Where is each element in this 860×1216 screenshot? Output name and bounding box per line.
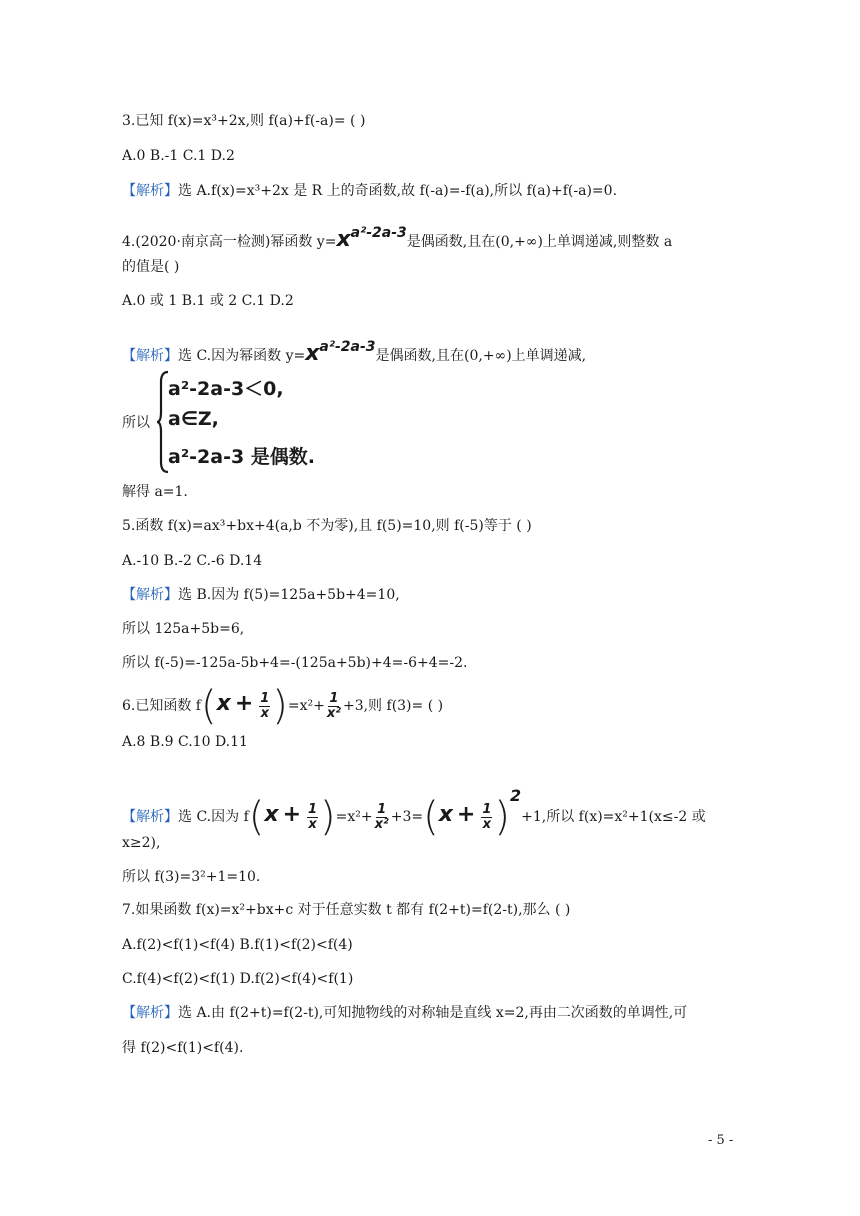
analysis-tag: 【解析】 — [122, 1005, 178, 1021]
fraction-1-over-x2 — [375, 803, 389, 832]
math-plus: + — [282, 802, 301, 827]
q5-options: A.-10 B.-2 C.-6 D.14 — [122, 553, 263, 569]
left-paren-icon: ( — [423, 794, 439, 840]
q5-stem: 5.函数 f(x)=ax³+bx+4(a,b 不为零),且 f(5)=10,则 f(-5)等于 ( ) — [122, 518, 532, 534]
square-exponent: 2 — [510, 786, 522, 805]
numerator: 1 — [308, 801, 318, 817]
left-paren-icon: ( — [201, 683, 217, 729]
q7-answer — [122, 1003, 687, 1023]
denominator: x² — [374, 816, 389, 832]
stem-text: 4.(2020·南京高一检测)幂函数 y= — [122, 234, 337, 250]
q6-answer-cont: x≥2), — [122, 835, 161, 851]
math-x: x — [264, 802, 279, 827]
q7-answer-cont: 得 f(2)<f(1)<f(4). — [122, 1040, 244, 1056]
numerator: 1 — [329, 690, 339, 706]
left-paren-icon: ( — [248, 794, 265, 840]
analysis-tag: 【解析】 — [122, 183, 178, 199]
analysis-tag: 【解析】 — [122, 809, 178, 825]
answer-text: +1,所以 f(x)=x²+1(x≤-2 或 — [521, 809, 706, 825]
q4-stem — [122, 223, 672, 252]
q6-stem — [122, 682, 443, 728]
math-plus: + — [456, 802, 476, 827]
q6-answer-final: 所以 f(3)=3²+1=10. — [122, 869, 261, 885]
fraction-1-over-x — [307, 803, 318, 832]
page-number: - 5 - — [708, 1133, 734, 1148]
math-x: x — [216, 691, 231, 716]
answer-text: 选 C.因为幂函数 y= — [178, 348, 306, 364]
right-paren-icon: ) — [272, 683, 288, 729]
q4-result: 解得 a=1. — [122, 484, 188, 500]
answer-text: 选 A.由 f(2+t)=f(2-t),可知抛物线的对称轴是直线 x=2,再由二次函数的单调性,可 — [178, 1005, 688, 1021]
power-exponent: a²-2a-3 — [350, 225, 407, 241]
stem-text: +3,则 f(3)= ( ) — [342, 698, 444, 714]
right-paren-icon: ) — [494, 794, 510, 840]
answer-text: 选 A.f(x)=x³+2x 是 R 上的奇函数,故 f(-a)=-f(a),所以 f(a)+f(-a)=0. — [178, 183, 618, 199]
power-base: x — [336, 227, 351, 252]
math-x: x — [438, 802, 453, 827]
system-row-1: a²-2a-3＜0, — [168, 378, 284, 400]
math-plus: + — [234, 691, 254, 716]
q6-options: A.8 B.9 C.10 D.11 — [122, 734, 248, 750]
stem-text: 6.已知函数 f — [122, 698, 201, 714]
answer-text: +3= — [390, 809, 424, 825]
fraction-1-over-x — [481, 803, 492, 832]
q4-options: A.0 或 1 B.1 或 2 C.1 D.2 — [122, 293, 294, 309]
system-row-2: a∈Z, — [168, 408, 219, 430]
answer-text: 选 B.因为 f(5)=125a+5b+4=10, — [178, 587, 400, 603]
stem-text: =x²+ — [287, 698, 325, 714]
stem-text: 是偶函数,且在(0,+∞)上单调递减,则整数 a — [406, 234, 673, 250]
q6-answer — [122, 774, 706, 839]
so-label: 所以 — [122, 415, 150, 431]
fraction-1-over-x2 — [327, 692, 341, 721]
q4-answer — [122, 337, 586, 366]
denominator: x² — [326, 705, 341, 721]
fraction-1-over-x — [259, 692, 270, 721]
q3-answer — [122, 181, 617, 201]
analysis-tag: 【解析】 — [122, 348, 178, 364]
right-paren-icon: ) — [320, 794, 336, 840]
q5-step-2: 所以 125a+5b=6, — [122, 621, 245, 637]
answer-text: =x²+ — [335, 809, 373, 825]
system-row-3: a²-2a-3 是偶数. — [168, 446, 316, 468]
q7-options-cd: C.f(4)<f(2)<f(1) D.f(2)<f(4)<f(1) — [122, 971, 354, 987]
numerator: 1 — [377, 801, 387, 817]
denominator: x — [308, 816, 317, 832]
q5-step-3: 所以 f(-5)=-125a-5b+4=-(125a+5b)+4=-6+4=-2. — [122, 655, 468, 671]
numerator: 1 — [260, 690, 270, 706]
power-exponent: a²-2a-3 — [319, 339, 376, 355]
numerator: 1 — [482, 801, 492, 817]
answer-text: 是偶函数,且在(0,+∞)上单调递减, — [375, 348, 587, 364]
denominator: x — [260, 705, 269, 721]
analysis-tag: 【解析】 — [122, 587, 178, 603]
q3-options: A.0 B.-1 C.1 D.2 — [122, 148, 235, 164]
q4-system — [122, 370, 382, 475]
q5-answer — [122, 585, 400, 605]
denominator: x — [482, 816, 492, 832]
power-base: x — [305, 341, 320, 366]
q7-options-ab: A.f(2)<f(1)<f(4) B.f(1)<f(2)<f(4) — [122, 937, 353, 953]
q7-stem: 7.如果函数 f(x)=x²+bx+c 对于任意实数 t 都有 f(2+t)=f(2-t),那么 ( ) — [122, 902, 571, 918]
answer-text: 选 C.因为 f — [178, 809, 249, 825]
q4-stem-cont: 的值是( ) — [122, 259, 180, 275]
q3-stem: 3.已知 f(x)=x³+2x,则 f(a)+f(-a)= ( ) — [122, 113, 366, 129]
